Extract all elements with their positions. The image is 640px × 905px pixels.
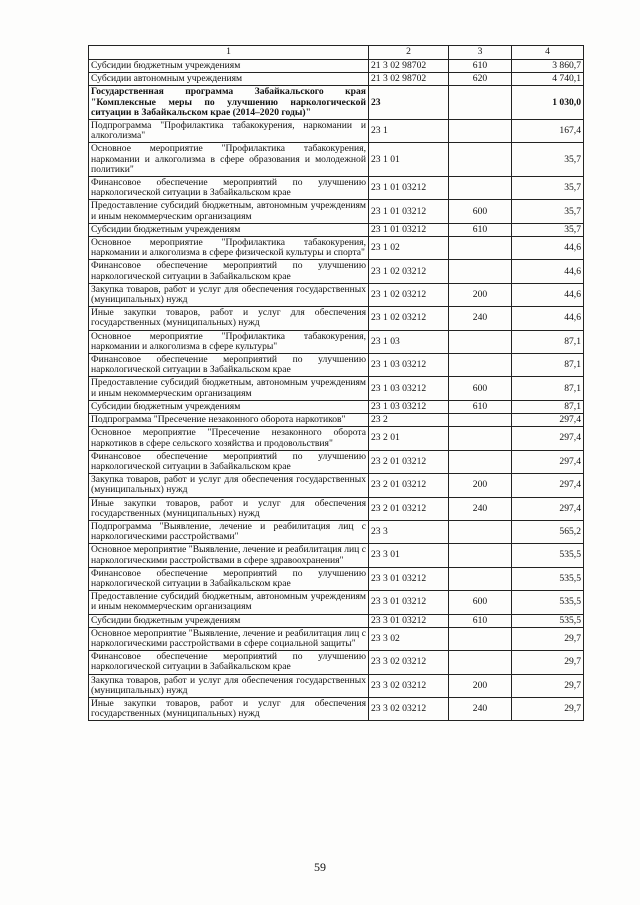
table-row	[89, 427, 584, 450]
row-description: Субсидии бюджетным учреждениям	[89, 400, 369, 413]
row-description: Основное мероприятие "Выявление, лечение и реабилитация лиц с наркологическими расстройствами в сфере здравоохранения"	[89, 544, 369, 567]
row-description: Финансовое обеспечение мероприятий по улучшению наркологической ситуации в Забайкальском крае	[89, 260, 369, 283]
table-row	[89, 497, 584, 520]
row-description: Подпрограмма "Профилактика табакокурения, наркомании и алкоголизма"	[89, 120, 369, 143]
row-amount: 87,1	[512, 354, 584, 377]
row-subcode	[449, 450, 512, 473]
column-header: 4	[512, 46, 584, 60]
row-amount: 29,7	[512, 651, 584, 674]
table-row	[89, 86, 584, 120]
row-subcode: 240	[449, 497, 512, 520]
row-code: 23	[369, 86, 449, 120]
row-amount: 35,7	[512, 143, 584, 177]
page-number: 59	[314, 860, 326, 874]
row-subcode: 240	[449, 307, 512, 330]
row-description: Закупка товаров, работ и услуг для обеспечения государственных (муниципальных) нужд	[89, 474, 369, 497]
row-amount: 1 030,0	[512, 86, 584, 120]
table-row	[89, 237, 584, 260]
row-description: Финансовое обеспечение мероприятий по улучшению наркологической ситуации в Забайкальском крае	[89, 651, 369, 674]
row-subcode	[449, 330, 512, 353]
row-amount: 297,4	[512, 497, 584, 520]
row-description: Предоставление субсидий бюджетным, автономным учреждениям и иным некоммерческим организациям	[89, 591, 369, 614]
table-row	[89, 223, 584, 236]
table-row	[89, 400, 584, 413]
row-subcode	[449, 544, 512, 567]
row-code: 23 1 02 03212	[369, 283, 449, 306]
row-code: 23 1 01 03212	[369, 223, 449, 236]
row-amount: 29,7	[512, 627, 584, 650]
row-subcode: 620	[449, 73, 512, 86]
row-code: 23 1 02 03212	[369, 307, 449, 330]
table-row	[89, 200, 584, 223]
row-description: Иные закупки товаров, работ и услуг для обеспечения государственных (муниципальных) нужд	[89, 307, 369, 330]
row-description: Предоставление субсидий бюджетным, автономным учреждениям и иным некоммерческим организациям	[89, 377, 369, 400]
row-description: Финансовое обеспечение мероприятий по улучшению наркологической ситуации в Забайкальском крае	[89, 450, 369, 473]
row-code: 23 3 01 03212	[369, 614, 449, 627]
row-amount: 297,4	[512, 474, 584, 497]
row-code: 23 1 03	[369, 330, 449, 353]
table-row	[89, 120, 584, 143]
row-amount: 535,5	[512, 591, 584, 614]
row-amount: 535,5	[512, 614, 584, 627]
row-description: Финансовое обеспечение мероприятий по улучшению наркологической ситуации в Забайкальском крае	[89, 177, 369, 200]
row-subcode: 200	[449, 674, 512, 697]
row-amount: 29,7	[512, 697, 584, 720]
table-row	[89, 520, 584, 543]
row-description: Подпрограмма "Выявление, лечение и реабилитация лиц с наркологическими расстройствами"	[89, 520, 369, 543]
row-amount: 535,5	[512, 567, 584, 590]
row-description: Государственная программа Забайкальского края "Комплексные меры по улучшению наркологической ситуации в Забайкальском крае (2014–2020 годы)"	[89, 86, 369, 120]
table-row	[89, 354, 584, 377]
table-row	[89, 591, 584, 614]
row-subcode: 610	[449, 400, 512, 413]
row-description: Основное мероприятие "Профилактика табакокурения, наркомании и алкоголизма в сфере культуры"	[89, 330, 369, 353]
table-row	[89, 60, 584, 73]
row-code: 23 1 01 03212	[369, 200, 449, 223]
row-description: Основное мероприятие "Профилактика табакокурения, наркомании и алкоголизма в сфере образования и молодежной политики"	[89, 143, 369, 177]
table-row	[89, 377, 584, 400]
row-amount: 44,6	[512, 283, 584, 306]
table-row	[89, 73, 584, 86]
table-row	[89, 450, 584, 473]
row-subcode	[449, 354, 512, 377]
row-code: 23 3 01 03212	[369, 591, 449, 614]
table-row	[89, 614, 584, 627]
table-row	[89, 651, 584, 674]
row-subcode: 240	[449, 697, 512, 720]
row-description: Предоставление субсидий бюджетным, автономным учреждениям и иным некоммерческим организациям	[89, 200, 369, 223]
row-code: 23 2 01 03212	[369, 450, 449, 473]
row-subcode: 600	[449, 591, 512, 614]
row-amount: 297,4	[512, 414, 584, 427]
table-header-row	[89, 46, 584, 60]
row-amount: 4 740,1	[512, 73, 584, 86]
column-header: 3	[449, 46, 512, 60]
budget-table	[88, 45, 584, 721]
row-amount: 535,5	[512, 544, 584, 567]
row-amount: 3 860,7	[512, 60, 584, 73]
row-amount: 35,7	[512, 200, 584, 223]
row-subcode	[449, 86, 512, 120]
row-subcode	[449, 143, 512, 177]
row-subcode	[449, 627, 512, 650]
row-code: 23 1 02 03212	[369, 260, 449, 283]
row-description: Закупка товаров, работ и услуг для обеспечения государственных (муниципальных) нужд	[89, 674, 369, 697]
row-amount: 29,7	[512, 674, 584, 697]
row-subcode	[449, 120, 512, 143]
table-row	[89, 260, 584, 283]
row-description: Иные закупки товаров, работ и услуг для обеспечения государственных (муниципальных) нужд	[89, 497, 369, 520]
row-code: 23 1 02	[369, 237, 449, 260]
row-code: 23 2 01 03212	[369, 474, 449, 497]
row-subcode	[449, 177, 512, 200]
row-code: 23 1 01 03212	[369, 177, 449, 200]
table-row	[89, 627, 584, 650]
row-subcode: 200	[449, 474, 512, 497]
column-header: 1	[89, 46, 369, 60]
row-subcode	[449, 651, 512, 674]
table-row	[89, 307, 584, 330]
row-code: 23 3 01	[369, 544, 449, 567]
table-row	[89, 544, 584, 567]
row-subcode: 600	[449, 200, 512, 223]
table-row	[89, 697, 584, 720]
row-amount: 87,1	[512, 330, 584, 353]
row-code: 21 3 02 98702	[369, 60, 449, 73]
row-amount: 44,6	[512, 307, 584, 330]
row-description: Субсидии бюджетным учреждениям	[89, 223, 369, 236]
row-subcode: 610	[449, 223, 512, 236]
row-code: 21 3 02 98702	[369, 73, 449, 86]
row-description: Основное мероприятие "Выявление, лечение и реабилитация лиц с наркологическими расстройствами в сфере социальной защиты"	[89, 627, 369, 650]
row-code: 23 1 03 03212	[369, 377, 449, 400]
table-row	[89, 474, 584, 497]
table-row	[89, 283, 584, 306]
row-amount: 167,4	[512, 120, 584, 143]
row-code: 23 2 01	[369, 427, 449, 450]
row-description: Субсидии автономным учреждениям	[89, 73, 369, 86]
row-code: 23 1	[369, 120, 449, 143]
row-description: Субсидии бюджетным учреждениям	[89, 614, 369, 627]
row-amount: 35,7	[512, 177, 584, 200]
row-subcode	[449, 237, 512, 260]
row-description: Закупка товаров, работ и услуг для обеспечения государственных (муниципальных) нужд	[89, 283, 369, 306]
table-body	[89, 60, 584, 721]
row-description: Основное мероприятие "Профилактика табакокурения, наркомании и алкоголизма в сфере физической культуры и спорта"	[89, 237, 369, 260]
row-code: 23 1 03 03212	[369, 400, 449, 413]
row-subcode: 610	[449, 614, 512, 627]
table-row	[89, 567, 584, 590]
row-code: 23 3 02 03212	[369, 697, 449, 720]
row-subcode	[449, 260, 512, 283]
row-amount: 87,1	[512, 377, 584, 400]
row-code: 23 3 02	[369, 627, 449, 650]
table-row	[89, 414, 584, 427]
row-subcode: 610	[449, 60, 512, 73]
table-row	[89, 674, 584, 697]
row-description: Иные закупки товаров, работ и услуг для обеспечения государственных (муниципальных) нужд	[89, 697, 369, 720]
row-code: 23 2	[369, 414, 449, 427]
row-code: 23 1 03 03212	[369, 354, 449, 377]
row-amount: 297,4	[512, 450, 584, 473]
row-subcode: 200	[449, 283, 512, 306]
column-header: 2	[369, 46, 449, 60]
table-row	[89, 330, 584, 353]
row-description: Финансовое обеспечение мероприятий по улучшению наркологической ситуации в Забайкальском крае	[89, 354, 369, 377]
row-description: Финансовое обеспечение мероприятий по улучшению наркологической ситуации в Забайкальском крае	[89, 567, 369, 590]
row-code: 23 1 01	[369, 143, 449, 177]
row-amount: 565,2	[512, 520, 584, 543]
row-code: 23 3	[369, 520, 449, 543]
row-amount: 44,6	[512, 237, 584, 260]
row-code: 23 3 01 03212	[369, 567, 449, 590]
row-description: Основное мероприятие "Пресечение незаконного оборота наркотиков в сфере сельского хозяйства и продовольствия"	[89, 427, 369, 450]
row-amount: 44,6	[512, 260, 584, 283]
row-code: 23 3 02 03212	[369, 651, 449, 674]
row-description: Субсидии бюджетным учреждениям	[89, 60, 369, 73]
row-amount: 87,1	[512, 400, 584, 413]
row-subcode	[449, 567, 512, 590]
row-subcode	[449, 427, 512, 450]
row-code: 23 2 01 03212	[369, 497, 449, 520]
row-code: 23 3 02 03212	[369, 674, 449, 697]
row-subcode	[449, 520, 512, 543]
row-amount: 35,7	[512, 223, 584, 236]
row-subcode	[449, 414, 512, 427]
table-row	[89, 143, 584, 177]
row-description: Подпрограмма "Пресечение незаконного оборота наркотиков"	[89, 414, 369, 427]
table-row	[89, 177, 584, 200]
row-amount: 297,4	[512, 427, 584, 450]
row-subcode: 600	[449, 377, 512, 400]
